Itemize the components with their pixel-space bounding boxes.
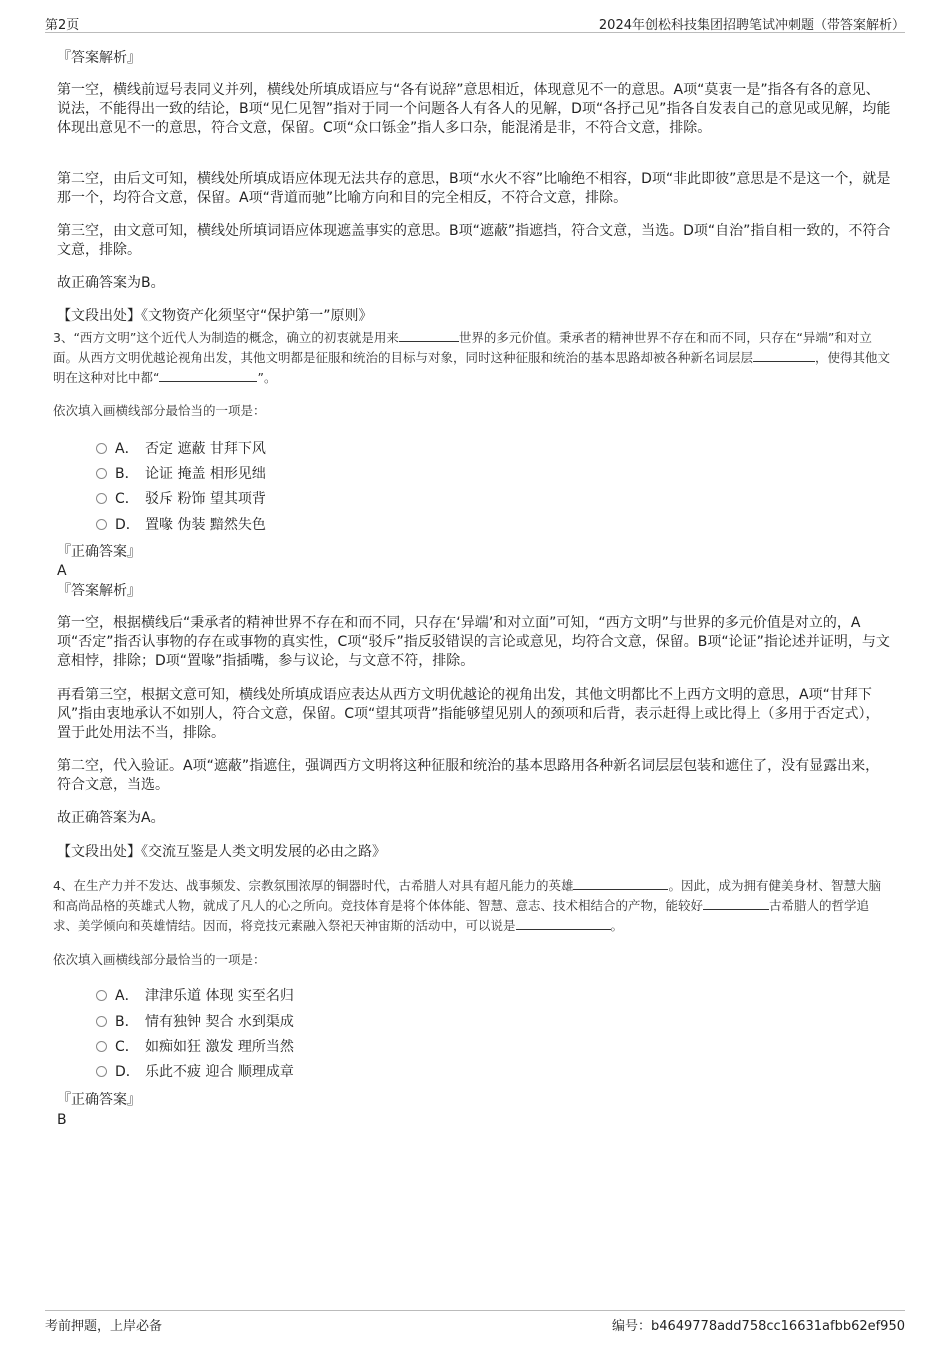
radio-icon[interactable]: [96, 443, 107, 454]
q4-prompt: 依次填入画横线部分最恰当的一项是：: [53, 952, 266, 967]
q2-analysis-label: 『答案解析』: [57, 50, 141, 66]
document-title: 2024年创松科技集团招聘笔试冲刺题（带答案解析）: [598, 18, 905, 33]
footer-slogan: 考前押题，上岸必备: [45, 1319, 163, 1334]
radio-icon[interactable]: [96, 493, 107, 504]
q2-conclusion: 故正确答案为B。: [57, 275, 165, 291]
q3-option-b[interactable]: B． 论证 掩盖 相形见绌: [96, 465, 266, 483]
q3-analysis-paragraph: 第一空，根据横线后“秉承者的精神世界不存在和而不同，只存在‘异端’和对立面”可知，“西方文明”与世界的多元价值是对立的，A项“否定”指否认事物的存在或事物的真实性，C项“驳斥”指反驳错误的言论或意见，均符合文意，保留。B项“论证”指论述并证明，与文意相悖，排除；D项“置喙”指插嘴，参与议论，与文意不符，排除。: [57, 615, 890, 669]
q3-conclusion: 故正确答案为A。: [57, 810, 165, 826]
q3-option-a[interactable]: A． 否定 遮蔽 甘拜下风: [96, 440, 266, 458]
fill-blank: [573, 877, 668, 890]
radio-icon[interactable]: [96, 1041, 107, 1052]
fill-blank: [703, 897, 769, 910]
q2-analysis-paragraph: 第一空，横线前逗号表同义并列，横线处所填成语应与“各有说辞”意思相近，体现意见不一的意思。A项“莫衷一是”指各有各的意见、说法，不能得出一致的结论，B项“见仁见智”指对于同一个问题各人有各人的见解，D项“各抒己见”指各自发表自己的意见或见解，均能体现出意见不一的意思，符合文意，保留。C项“众口铄金”指人多口杂，能混淆是非，不符合文意，排除。: [57, 82, 891, 136]
fill-blank: [399, 329, 459, 342]
q4-option-b[interactable]: B． 情有独钟 契合 水到渠成: [96, 1013, 294, 1031]
radio-icon[interactable]: [96, 1066, 107, 1077]
radio-icon[interactable]: [96, 519, 107, 530]
q3-analysis-label: 『答案解析』: [57, 583, 141, 599]
q4-answer: B: [57, 1112, 67, 1128]
radio-icon[interactable]: [96, 1016, 107, 1027]
q2-source: 【文段出处】《文物资产化须坚守“保护第一”原则》: [57, 308, 373, 324]
q3-stem: 3、“西方文明”这个近代人为制造的概念，确立的初衷就是用来 世界的多元价值。秉承者的精神世界不存在和而不同，只存在“异端”和对立面。从西方文明优越论视角出发，其他文明都是征服和统治的目标与对象，同时这种征服和统治的基本思路却被各种新名词层层 ，使得其他文明在这种对比中都“ ”。: [53, 330, 891, 385]
q3-answer-label: 『正确答案』: [57, 544, 141, 560]
document-id: 编号：b4649778add758cc16631afbb62ef950: [611, 1319, 905, 1334]
fill-blank: [753, 349, 815, 362]
q2-analysis-paragraph: 第三空，由文意可知，横线处所填词语应体现遮盖事实的意思。B项“遮蔽”指遮挡，符合文意，当选。D项“自治”指自相一致的，不符合文意，排除。: [57, 223, 891, 258]
q2-analysis-paragraph: 第二空，由后文可知，横线处所填成语应体现无法共存的意思，B项“水火不容”比喻绝不相容，D项“非此即彼”意思是不是这一个，就是那一个，均符合文意，保留。A项“背道而驰”比喻方向和目的完全相反，不符合文意，排除。: [57, 171, 891, 206]
q4-option-c[interactable]: C． 如痴如狂 激发 理所当然: [96, 1038, 294, 1056]
q4-option-d[interactable]: D． 乐此不疲 迎合 顺理成章: [96, 1063, 294, 1081]
q4-answer-label: 『正确答案』: [57, 1092, 141, 1108]
q3-analysis-paragraph: 第二空，代入验证。A项“遮蔽”指遮住，强调西方文明将这种征服和统治的基本思路用各种新名词层层包装和遮住了，没有显露出来，符合文意，当选。: [57, 758, 880, 793]
q3-option-d[interactable]: D． 置喙 伪装 黯然失色: [96, 516, 266, 534]
q3-answer: A: [57, 563, 67, 579]
fill-blank: [516, 917, 611, 930]
radio-icon[interactable]: [96, 468, 107, 479]
q3-analysis-paragraph: 再看第三空，根据文意可知，横线处所填成语应表达从西方文明优越论的视角出发，其他文明都比不上西方文明的意思，A项“甘拜下风”指由衷地承认不如别人，符合文意，保留。C项“望其项背”指能够望见别人的颈项和后背，表示赶得上或比得上（多用于否定式），置于此处用法不当，排除。: [57, 687, 880, 741]
q3-option-c[interactable]: C． 驳斥 粉饰 望其项背: [96, 490, 266, 508]
q4-stem: 4、在生产力并不发达、战事频发、宗教氛围浓厚的铜器时代，古希腊人对具有超凡能力的英雄 。因此，成为拥有健美身材、智慧大脑和高尚品格的英雄式人物，就成了凡人的心之所向。竞技体育是将个体体能、智慧、意志、技术相结合的产物，能较好 古希腊人的哲学追求、美学倾向和英雄情结。因而，将竞技元素融入祭祀天神宙斯的活动中，可以说是 。: [53, 878, 881, 933]
radio-icon[interactable]: [96, 990, 107, 1001]
fill-blank: [159, 369, 257, 382]
q3-prompt: 依次填入画横线部分最恰当的一项是：: [53, 403, 266, 418]
page-header: [45, 12, 905, 33]
page-number: 第2页: [45, 18, 80, 33]
q4-option-a[interactable]: A． 津津乐道 体现 实至名归: [96, 987, 294, 1005]
page-footer: [45, 1310, 905, 1333]
q3-source: 【文段出处】《交流互鉴是人类文明发展的必由之路》: [57, 844, 386, 860]
